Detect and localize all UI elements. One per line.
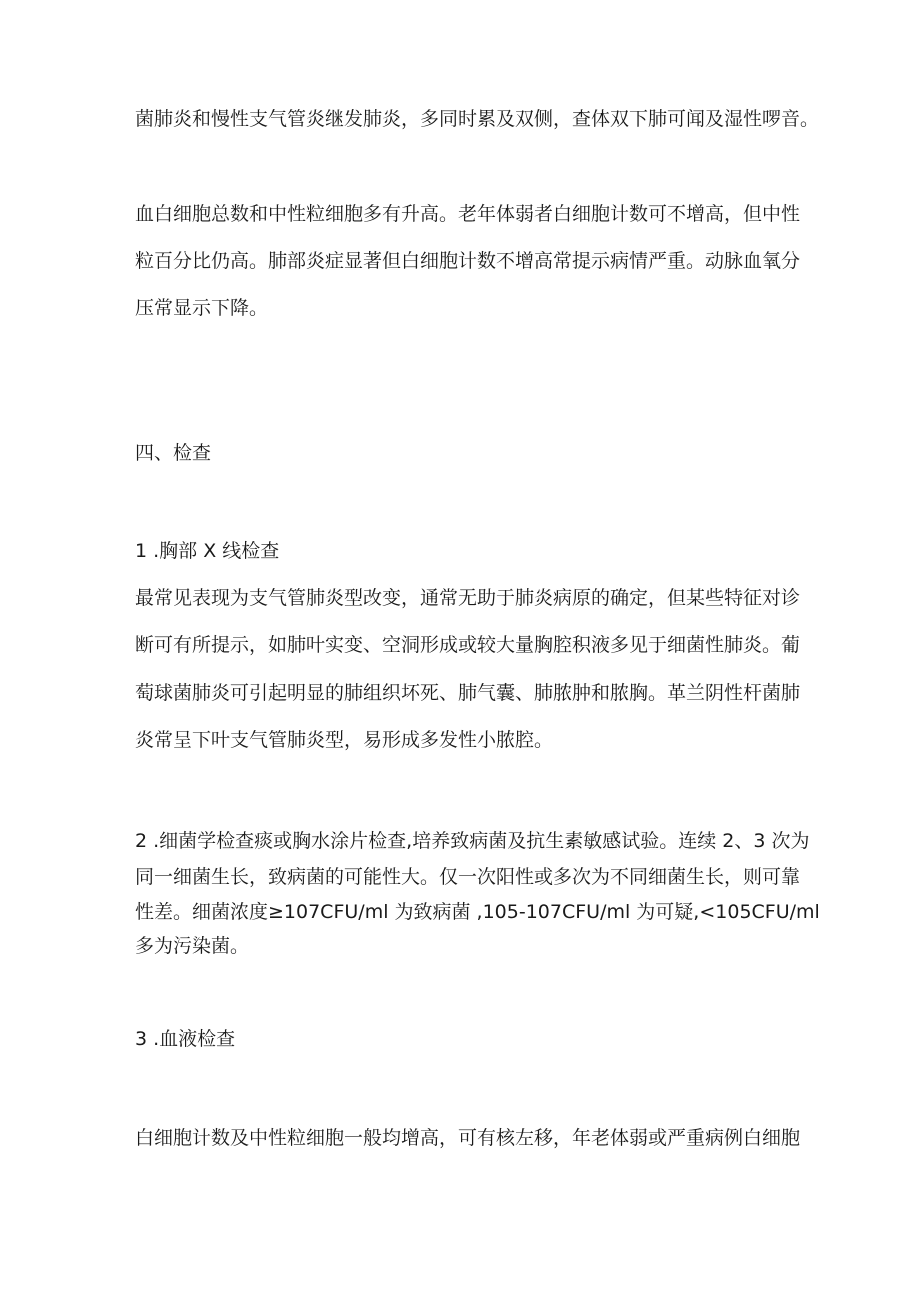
text-line: 炎常呈下叶支气管肺炎型，易形成多发性小脓腔。: [135, 729, 554, 751]
text-line: 白细胞计数及中性粒细胞一般均增高，可有核左移，年老体弱或严重病例白细胞: [135, 1127, 801, 1149]
text-line: 菌肺炎和慢性支气管炎继发肺炎，多同时累及双侧，查体双下肺可闻及湿性啰音。: [135, 108, 820, 130]
section-heading: 四、检查: [135, 442, 212, 464]
subsection-heading: 3 .血液检查: [135, 1028, 236, 1050]
subsection-heading: 1 .胸部 X 线检查: [135, 540, 280, 562]
text-line: 最常见表现为支气管肺炎型改变，通常无助于肺炎病原的确定，但某些特征对诊: [135, 587, 801, 609]
text-line: 粒百分比仍高。肺部炎症显著但白细胞计数不增高常提示病情严重。动脉血氧分: [135, 250, 801, 272]
text-line: 2 .细菌学检查痰或胸水涂片检查,培养致病菌及抗生素敏感试验。连续 2、3 次为: [135, 830, 810, 852]
text-line: 萄球菌肺炎可引起明显的肺组织坏死、肺气囊、肺脓肿和脓胸。革兰阴性杆菌肺: [135, 682, 801, 704]
text-line: 断可有所提示，如肺叶实变、空洞形成或较大量胸腔积液多见于细菌性肺炎。葡: [135, 634, 801, 656]
text-line: 性差。细菌浓度≥107CFU/ml 为致病菌 ,105-107CFU/ml 为可疑,<105CFU/ml: [135, 901, 820, 923]
text-line: 多为污染菌。: [135, 935, 250, 957]
text-line: 同一细菌生长，致病菌的可能性大。仅一次阳性或多次为不同细菌生长，则可靠: [135, 866, 801, 888]
text-line: 血白细胞总数和中性粒细胞多有升高。老年体弱者白细胞计数可不增高，但中性: [135, 203, 801, 225]
text-line: 压常显示下降。: [135, 297, 269, 319]
